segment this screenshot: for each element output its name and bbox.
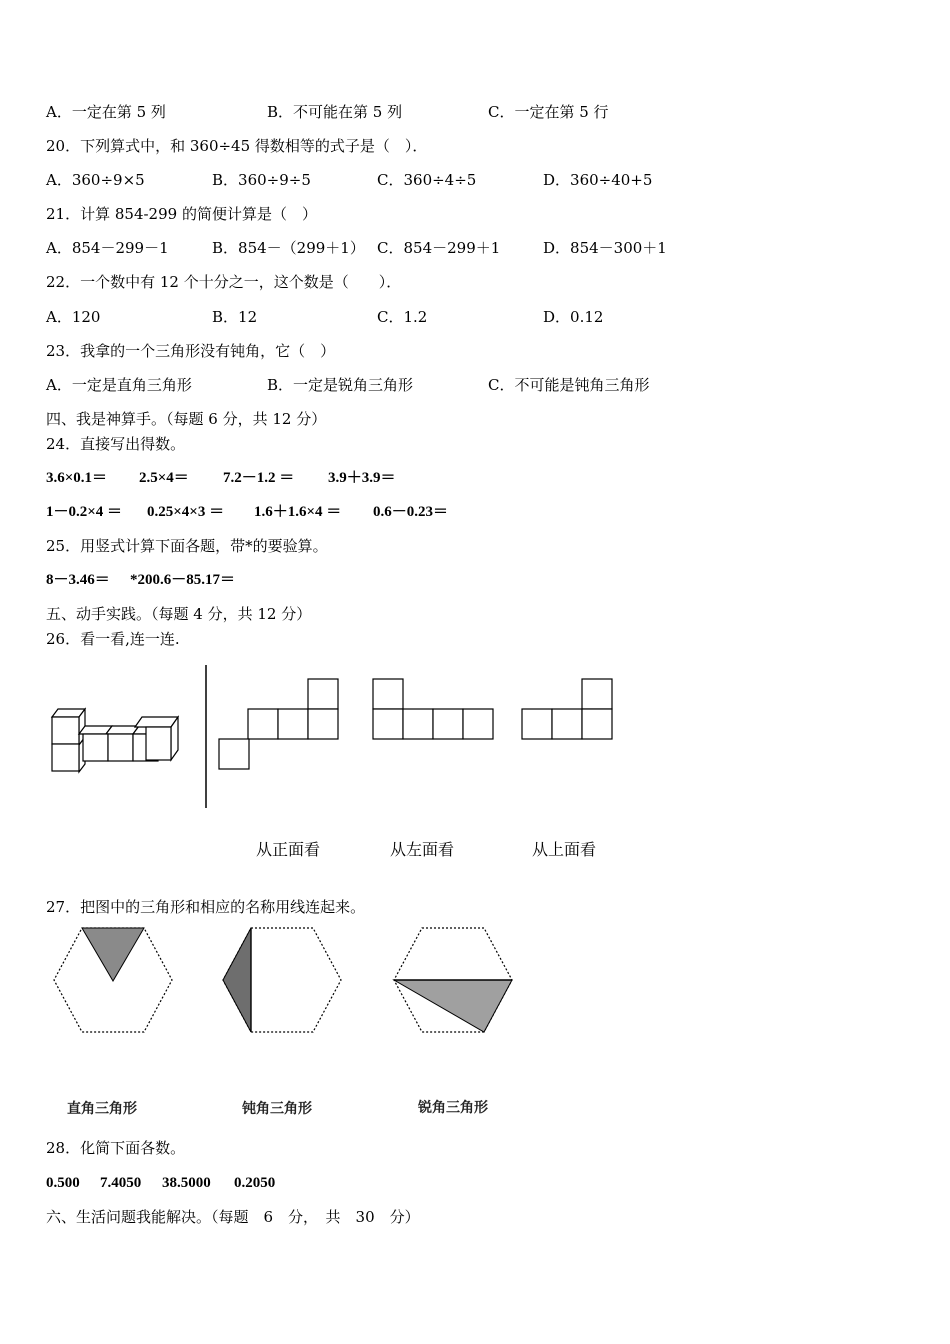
q24-item: 0.25×4×3 ＝ [147,504,225,520]
q23-stem: 23．我拿的一个三角形没有钝角，它（ ） [46,342,336,360]
q27-hexagon-3 [390,926,516,1034]
q25-item: *200.6－85.17＝ [130,572,236,588]
q28-item: 7.4050 [100,1175,142,1191]
q24-item: 7.2－1.2 ＝ [223,470,295,486]
q24-stem: 24．直接写出得数。 [46,435,186,453]
q21-option-b: B．854－（299＋1） [212,239,365,257]
q26-view-shape [372,678,496,742]
q23-option-b: B．一定是锐角三角形 [267,376,414,394]
q24-item: 2.5×4＝ [139,470,189,486]
q27-hexagon-1 [50,926,176,1034]
q26-view-shape [218,678,342,772]
q20-option-c: C．360÷4÷5 [377,171,477,189]
q22-option-a: A．120 [46,308,101,326]
q21-stem: 21．计算 854-299 的简便计算是（ ） [46,205,317,223]
q24-item: 3.9＋3.9＝ [328,470,396,486]
q23-option-a: A．一定是直角三角形 [46,376,192,394]
q27-label-acute: 锐角三角形 [418,1100,488,1116]
q27-stem: 27．把图中的三角形和相应的名称用线连起来。 [46,898,366,916]
q21-option-d: D．854－300＋1 [543,239,667,257]
q22-option-d: D．0.12 [543,308,604,326]
q19-option-c: C．一定在第 5 行 [488,103,609,121]
q20-stem: 20．下列算式中，和 360÷45 得数相等的式子是（ ）． [46,137,428,155]
q24-item: 3.6×0.1＝ [46,470,108,486]
q26-divider [204,665,208,810]
q20-option-d: D．360÷40+5 [543,171,653,189]
section-6-title: 六、生活问题我能解决。（每题 6 分， 共 30 分） [46,1208,420,1226]
q27-label-right: 直角三角形 [67,1101,137,1117]
q21-option-c: C．854－299＋1 [377,239,501,257]
q22-option-c: C．1.2 [377,308,428,326]
q28-item: 38.5000 [162,1175,211,1191]
q22-stem: 22．一个数中有 12 个十分之一，这个数是（ ）． [46,273,402,291]
q24-item: 0.6－0.23＝ [373,504,449,520]
q23-option-c: C．不可能是钝角三角形 [488,376,650,394]
q24-item: 1.6＋1.6×4 ＝ [254,504,342,520]
q28-item: 0.500 [46,1175,80,1191]
q21-option-a: A．854－299－1 [46,239,169,257]
q25-item: 8－3.46＝ [46,572,110,588]
q26-label-left: 从左面看 [390,840,455,859]
q22-option-b: B．12 [212,308,258,326]
section-4-title: 四、我是神算手。（每题 6 分，共 12 分） [46,410,327,428]
q20-option-a: A．360÷9×5 [46,171,145,189]
q27-label-obtuse: 钝角三角形 [242,1101,312,1117]
q25-stem: 25．用竖式计算下面各题，带*的要验算。 [46,537,328,555]
q24-item: 1－0.2×4 ＝ [46,504,123,520]
q19-option-b: B．不可能在第 5 列 [267,103,403,121]
q19-option-a: A．一定在第 5 列 [46,103,166,121]
q28-stem: 28．化简下面各数。 [46,1139,186,1157]
q26-label-front: 从正面看 [256,840,321,859]
q26-stem: 26．看一看,连一连. [46,630,180,648]
q26-cube-solid [46,700,186,775]
q26-view-shape [521,678,615,742]
q26-label-top: 从上面看 [532,840,597,859]
q20-option-b: B．360÷9÷5 [212,171,311,189]
q27-hexagon-2 [219,926,345,1034]
section-5-title: 五、动手实践。（每题 4 分，共 12 分） [46,605,312,623]
q28-item: 0.2050 [234,1175,276,1191]
